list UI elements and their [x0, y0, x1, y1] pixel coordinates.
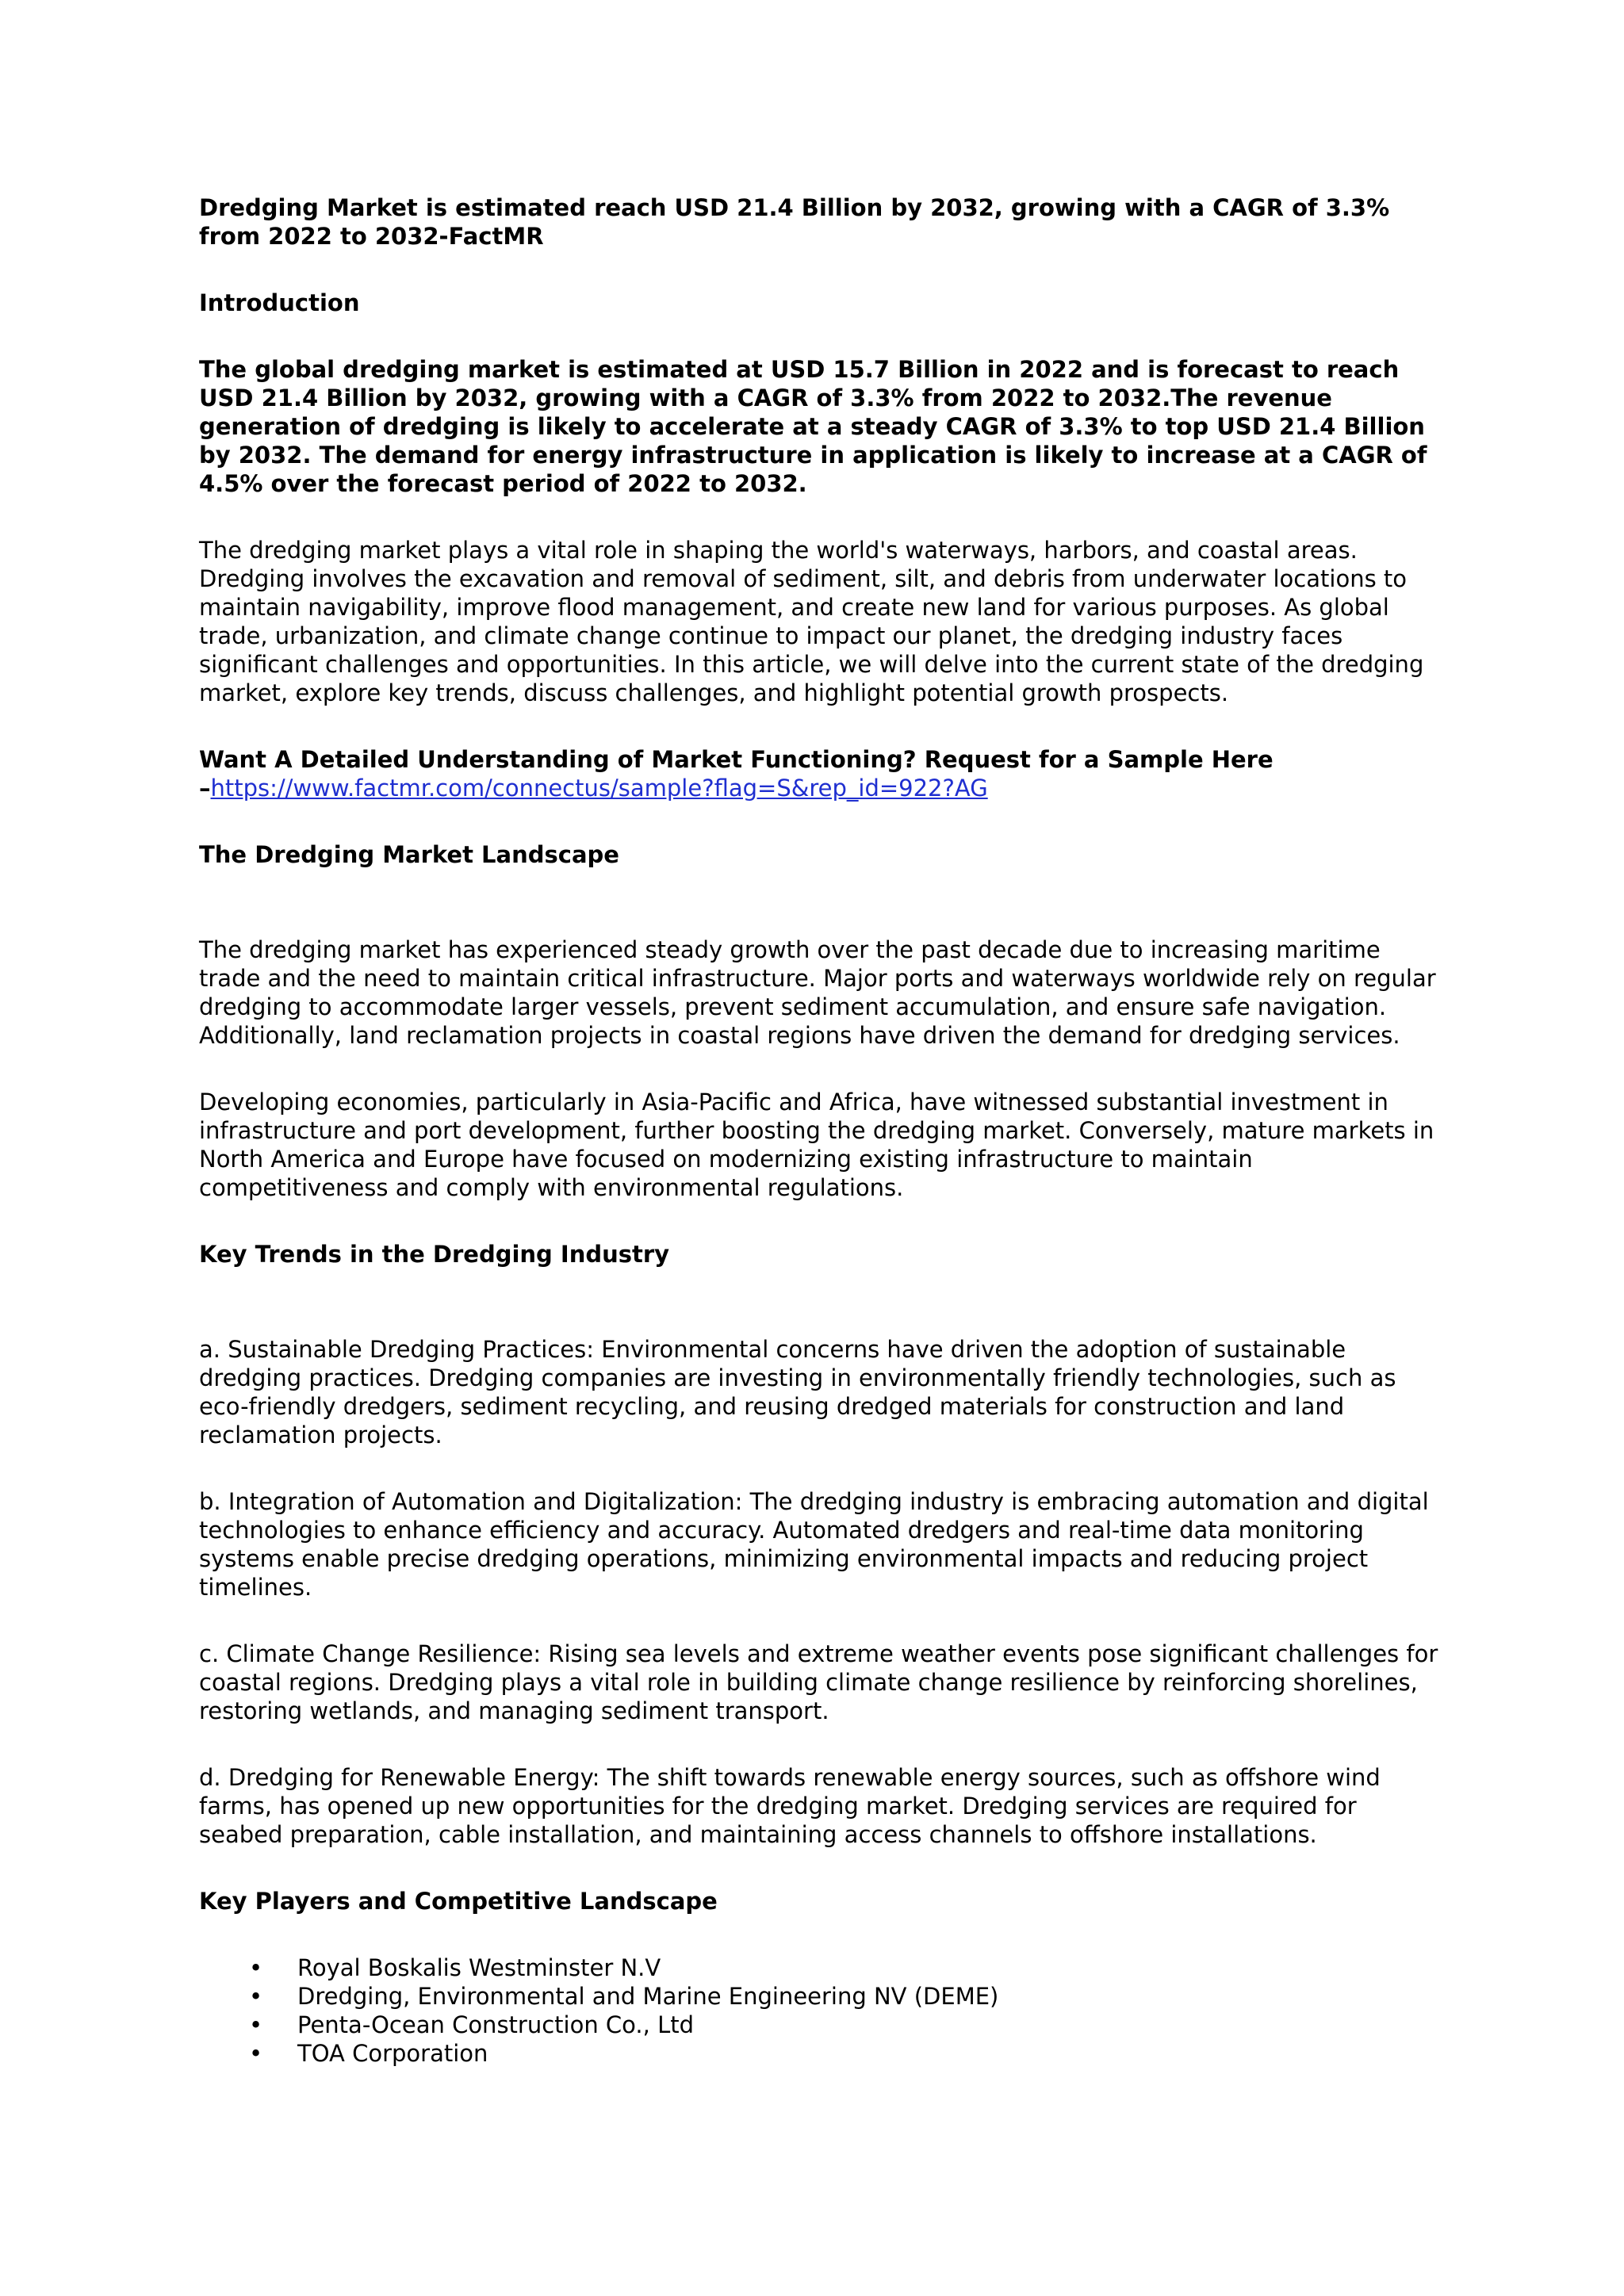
- bullet-icon: •: [249, 1983, 263, 2010]
- list-item: [199, 2011, 1444, 2039]
- list-item: [199, 1954, 1444, 1982]
- player-name: TOA Corporation: [297, 2040, 488, 2067]
- players-heading: Key Players and Competitive Landscape: [199, 1888, 718, 1915]
- landscape-paragraph-1: The dredging market has experienced steady growth over the past decade due to increasing maritime trade and the need to maintain critical infrastructure. Major ports and waterways worldwide rely on regular dredging to accommodate larger vessels, prevent sediment accumulation, and ensure safe navigation. Additionally, land reclamation projects in coastal regions have driven the demand for dredging services.: [199, 936, 1436, 1049]
- player-name: Dredging, Environmental and Marine Engineering NV (DEME): [297, 1983, 999, 2010]
- player-name: Penta-Ocean Construction Co., Ltd: [297, 2011, 695, 2038]
- sample-request-text: Want A Detailed Understanding of Market Functioning? Request for a Sample Here: [199, 746, 1274, 773]
- list-item: [199, 1982, 1444, 2011]
- document-title: Dredging Market is estimated reach USD 21.4 Billion by 2032, growing with a CAGR of 3.3% from 2022 to 2032-FactMR: [199, 194, 1390, 250]
- trends-heading: Key Trends in the Dredging Industry: [199, 1241, 670, 1268]
- trend-a-paragraph: a. Sustainable Dredging Practices: Environmental concerns have driven the adoption of sustainable dredging practices. Dredging companies are investing in environmentally friendly technologies, such as eco-friendly dredgers, sediment recycling, and reusing dredged materials for construction and land reclamation projects.: [199, 1336, 1396, 1448]
- players-list: [199, 1954, 1444, 2068]
- introduction-heading: Introduction: [199, 289, 360, 316]
- bullet-icon: •: [249, 2040, 263, 2067]
- sample-request-block: [199, 745, 1444, 802]
- introduction-paragraph: The dredging market plays a vital role in shaping the world's waterways, harbors, and coastal areas. Dredging involves the excavation and removal of sediment, silt, and debris from underwater locations to maintain navigability, improve flood management, and create new land for various purposes. As global trade, urbanization, and climate change continue to impact our planet, the dredging industry faces significant challenges and opportunities. In this article, we will delve into the current state of the dredging market, explore key trends, discuss challenges, and highlight potential growth prospects.: [199, 537, 1424, 706]
- list-item: [199, 2039, 1444, 2068]
- landscape-paragraph-2: Developing economies, particularly in Asia-Pacific and Africa, have witnessed substantial investment in infrastructure and port development, further boosting the dredging market. Conversely, mature markets in North America and Europe have focused on modernizing existing infrastructure to maintain competitiveness and comply with environmental regulations.: [199, 1089, 1434, 1201]
- landscape-heading: The Dredging Market Landscape: [199, 841, 619, 868]
- trend-d-paragraph: d. Dredging for Renewable Energy: The shift towards renewable energy sources, such as offshore wind farms, has opened up new opportunities for the dredging market. Dredging services are required for seabed preparation, cable installation, and maintaining access channels to offshore installations.: [199, 1764, 1381, 1848]
- trend-b-paragraph: b. Integration of Automation and Digitalization: The dredging industry is embracing automation and digital technologies to enhance efficiency and accuracy. Automated dredgers and real-time data monitoring systems enable precise dredging operations, minimizing environmental impacts and reducing project timelines.: [199, 1488, 1429, 1601]
- bullet-icon: •: [249, 2011, 263, 2038]
- introduction-summary: The global dredging market is estimated at USD 15.7 Billion in 2022 and is forecast to reach USD 21.4 Billion by 2032, growing with a CAGR of 3.3% from 2022 to 2032.The revenue generation of dredging is likely to accelerate at a steady CAGR of 3.3% to top USD 21.4 Billion by 2032. The demand for energy infrastructure in application is likely to increase at a CAGR of 4.5% over the forecast period of 2022 to 2032.: [199, 356, 1427, 497]
- sample-request-link[interactable]: https://www.factmr.com/connectus/sample?flag=S&rep_id=922?AG: [210, 775, 988, 802]
- bullet-icon: •: [249, 1954, 263, 1981]
- document-page: [199, 193, 1444, 2068]
- sample-request-dash: –: [199, 775, 211, 802]
- sample-request-link-line: [199, 774, 1444, 802]
- trend-c-paragraph: c. Climate Change Resilience: Rising sea levels and extreme weather events pose significant challenges for coastal regions. Dredging plays a vital role in building climate change resilience by reinforcing shorelines, restoring wetlands, and managing sediment transport.: [199, 1640, 1438, 1724]
- player-name: Royal Boskalis Westminster N.V: [297, 1954, 661, 1981]
